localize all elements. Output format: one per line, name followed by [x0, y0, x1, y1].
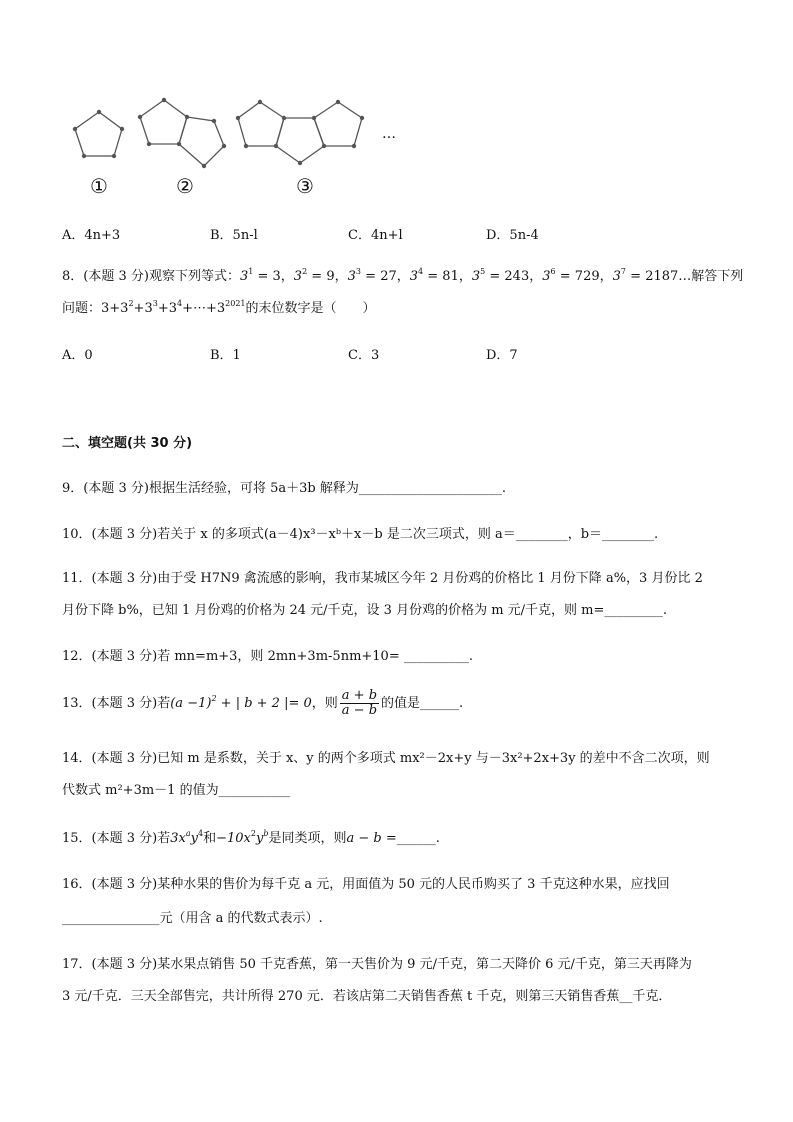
q8-option-a: A．0: [62, 348, 93, 363]
q13-suffix: 的值是______.: [381, 696, 464, 711]
q8-line-1: 8．(本题 3 分)观察下列等式：$3^1 = 3$，$3^2 = 9$，$3^3 = 27$，$3^4 = 81$，$3^5 = 243$，$3^6 = 729$，$3^7$ = 2187…解答下列: [62, 267, 744, 284]
q8-line2-prefix: 问题：: [62, 301, 102, 316]
q16-line-1: 16．(本题 3 分)某种水果的售价为每千克 a 元，用面值为 50 元的人民币购买了 3 千克这种水果，应找回: [62, 877, 670, 892]
q17-line-2: 3 元/千克．三天全部售完，共计所得 270 元．若该店第二天销售香蕉 t 千克，则第三天销售香蕉__千克．: [62, 989, 672, 1004]
q8-eq-1: $3^1 = 3$: [239, 267, 281, 284]
q8-line-2: [62, 300, 376, 318]
q13: 13．(本题 3 分)若$(a -1)^2$ + | b + 2 |= 0，则 $\frac{a + b}{a - b}$ 的值是______.: [62, 688, 464, 718]
q15-mid: 和: [203, 831, 217, 846]
q8-sum-expression: $3+3^2+3^3+3^4+\cdots+3^{2021}$: [101, 299, 246, 316]
q14-line-1: 14．(本题 3 分)已知 m 是系数，关于 x、y 的两个多项式 mx²－2x+y 与－3x²+2x+3y 的差中不含二次项，则: [62, 751, 710, 766]
q15-prefix: 15．(本题 3 分)若: [62, 831, 171, 846]
q15-term-2: $-10x^2y^b$: [216, 829, 269, 846]
q8-eq-6: $3^6 = 729$: [542, 267, 600, 284]
q15-blank: ______.: [396, 831, 440, 846]
pentagon-figure: [62, 88, 422, 208]
figure-label-3: ③: [296, 174, 314, 198]
q8-eq-3: $3^3 = 27$: [347, 267, 397, 284]
q8-line2-suffix: 的末位数字是（ ）: [245, 301, 376, 316]
q7-option-d: D．5n-4: [486, 228, 539, 243]
section-title: 二、填空题(共 30 分): [62, 436, 193, 451]
q17-line-1: 17．(本题 3 分)某水果点销售 50 千克香蕉，第一天售价为 9 元/千克，第二天降价 6 元/千克，第三天再降为: [62, 957, 692, 972]
q13-fraction: $\frac{a + b}{a - b}$: [341, 688, 378, 718]
q12: 12．(本题 3 分)若 mn=m+3，则 2mn+3m-5nm+10= __________.: [62, 649, 473, 664]
q8-option-b: B．1: [210, 348, 241, 363]
figure-label-1: ①: [90, 174, 108, 198]
q15-suffix: 是同类项，则: [268, 831, 347, 846]
q7-option-a: A．4n+3: [62, 228, 121, 243]
figure-ellipsis: …: [382, 126, 397, 142]
q9: 9．(本题 3 分)根据生活经验，可将 5a＋3b 解释为______________________.: [62, 481, 506, 496]
q15-term-1: $3x^ay^4$: [170, 829, 204, 846]
q15: [62, 830, 440, 848]
q11-line-1: 11．(本题 3 分)由于受 H7N9 禽流感的影响，我市某城区今年 2 月份鸡的价格比 1 月份下降 a%，3 月份比 2: [62, 571, 703, 586]
figure-label-2: ②: [176, 174, 194, 198]
q14-line-2: 代数式 m²+3m－1 的值为___________: [62, 783, 291, 798]
q15-expression: a − b =: [346, 831, 397, 846]
q8-eq-7: $3^7 = 2187$: [612, 267, 679, 284]
q10: 10．(本题 3 分)若关于 x 的多项式(a－4)x³－xᵇ＋x－b 是二次三项式，则 a＝________，b＝________.: [62, 527, 659, 542]
q8-eq-4: $3^4 = 81$: [409, 267, 459, 284]
q11-line-2: 月份下降 b%，已知 1 月份鸡的价格为 24 元/千克，设 3 月份鸡的价格为 m 元/千克，则 m=_________.: [62, 603, 668, 618]
q7-option-c: C．4n+l: [348, 228, 403, 243]
q8-option-c: C．3: [348, 348, 380, 363]
q13-prefix: 13．(本题 3 分)若: [62, 696, 171, 711]
q8-prefix: 8．(本题 3 分)观察下列等式：: [62, 269, 240, 284]
q8-tail: …解答下列: [678, 269, 744, 284]
q7-option-b: B．5n-l: [210, 228, 258, 243]
q8-eq-2: $3^2 = 9$: [293, 267, 335, 284]
q8-eq-5: $3^5 = 243$: [471, 267, 530, 284]
q8-option-d: D．7: [486, 348, 518, 363]
q13-condition: $(a -1)^2$ + | b + 2 |= 0: [170, 694, 312, 711]
q16-line-2: _______________元（用含 a 的代数式表示）.: [62, 911, 323, 926]
